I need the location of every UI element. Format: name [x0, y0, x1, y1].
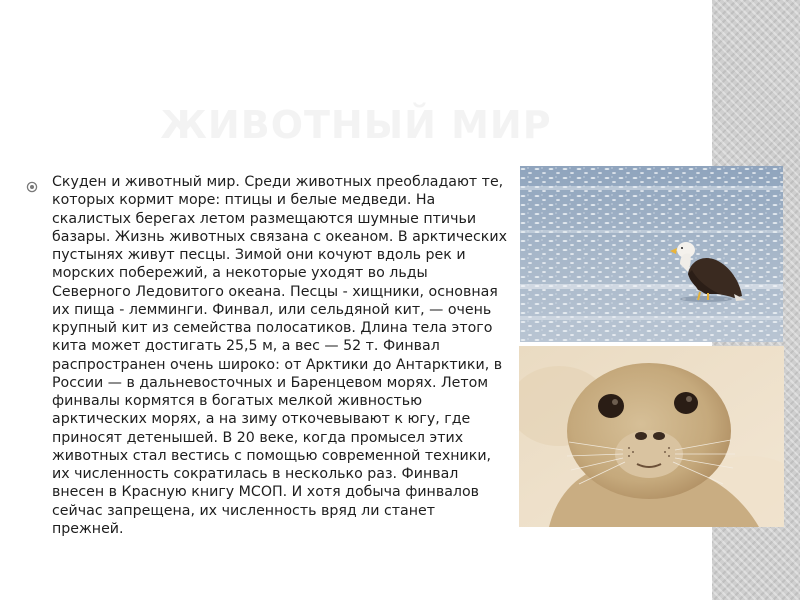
circle-bullet-icon [26, 181, 38, 193]
slide-body-text: Скуден и животный мир. Среди животных преобладают те, которых кормит море: птицы и белые медведи. На скалистых берегах летом размещаются шумные птичьи базары. Жизнь животных связана с океаном. В арктических пустынях живут песцы. Зимой они кочуют вдоль рек и морских побережий, а некоторые уходят во льды Северного Ледовитого океана. Песцы - хищники, основная их пища - лемминги. Финвал, или сельдяной кит, — очень крупный кит из семейства полосатиков. Длина тела этого кита может достигать 25,5 м, а вес — 52 т. Финвал распространен очень широко: от Арктики до Антарктики, в России — в дальневосточных и Баренцевом морях. Летом финвалы кормятся в богатых мелкой живностью арктических морях, а на зиму откочевывают к югу, где приносят детенышей. В 20 веке, когда промысел этих животных стал вестись с помощью современной техники, их численность сократилась в несколько раз. Финвал внесен в Красную книгу МСОП. И хотя добыча финвалов сейчас запрещена, их численность вряд ли станет прежней. [52, 174, 507, 537]
eagle-on-ice-photo [520, 166, 783, 342]
slide-title: ЖИВОТНЫЙ МИР [160, 103, 552, 147]
seal-closeup-photo [519, 346, 784, 527]
